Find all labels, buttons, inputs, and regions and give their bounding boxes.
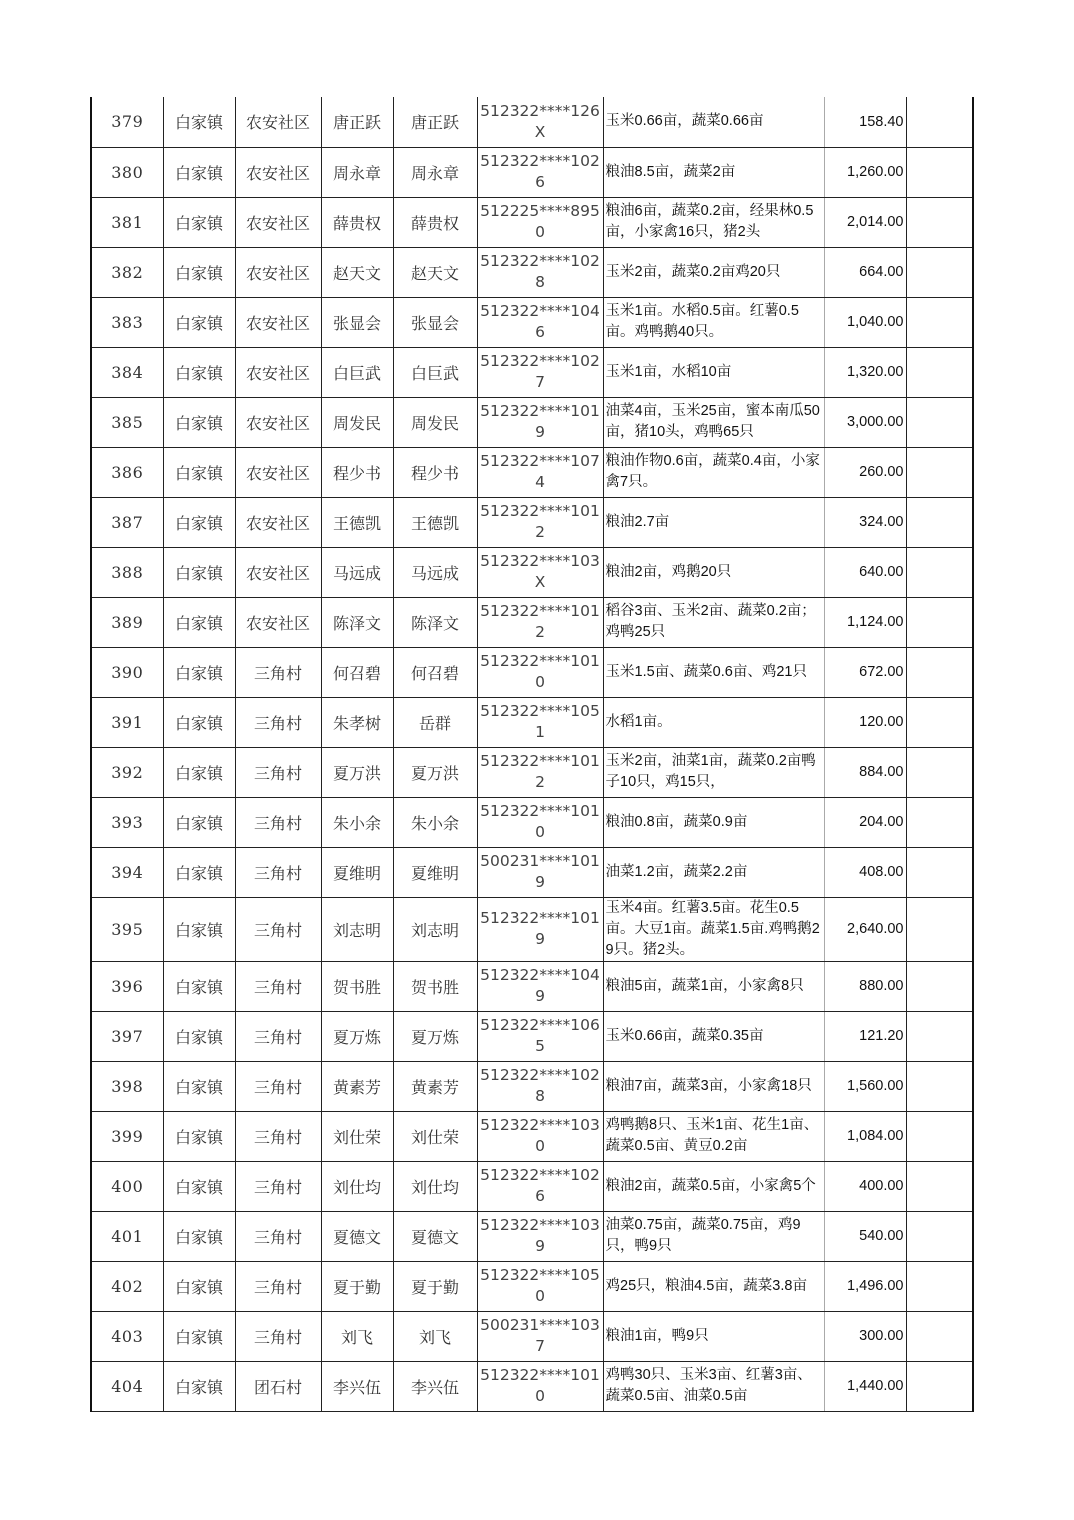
row-number: 401 bbox=[91, 1211, 163, 1261]
town-cell: 白家镇 bbox=[163, 197, 235, 247]
amount-cell: 1,320.00 bbox=[824, 347, 906, 397]
amount-cell: 880.00 bbox=[824, 961, 906, 1011]
id-number-cell: 512322****1026 bbox=[477, 147, 603, 197]
remarks-cell bbox=[906, 197, 973, 247]
row-number: 400 bbox=[91, 1161, 163, 1211]
row-number: 386 bbox=[91, 447, 163, 497]
table-row bbox=[91, 147, 973, 197]
amount-cell: 2,640.00 bbox=[824, 897, 906, 961]
remarks-cell bbox=[906, 747, 973, 797]
remarks-cell bbox=[906, 1011, 973, 1061]
production-description-cell: 粮油1亩，鸭9只 bbox=[603, 1311, 824, 1361]
id-number-cell: 512322****1012 bbox=[477, 747, 603, 797]
household-name-cell: 张显会 bbox=[321, 297, 393, 347]
row-number: 404 bbox=[91, 1361, 163, 1411]
village-cell: 三角村 bbox=[235, 961, 321, 1011]
row-number: 391 bbox=[91, 697, 163, 747]
production-description-cell: 玉米1亩。水稻0.5亩。红薯0.5亩。鸡鸭鹅40只。 bbox=[603, 297, 824, 347]
payee-name-cell: 陈泽文 bbox=[393, 597, 477, 647]
amount-cell: 640.00 bbox=[824, 547, 906, 597]
town-cell: 白家镇 bbox=[163, 97, 235, 147]
id-number-cell: 512322****126X bbox=[477, 97, 603, 147]
payee-name-cell: 贺书胜 bbox=[393, 961, 477, 1011]
household-name-cell: 朱小余 bbox=[321, 797, 393, 847]
household-name-cell: 刘志明 bbox=[321, 897, 393, 961]
town-cell: 白家镇 bbox=[163, 347, 235, 397]
id-number-cell: 512322****1028 bbox=[477, 247, 603, 297]
remarks-cell bbox=[906, 647, 973, 697]
subsidy-table bbox=[90, 97, 974, 1412]
amount-cell: 158.40 bbox=[824, 97, 906, 147]
table-row bbox=[91, 547, 973, 597]
remarks-cell bbox=[906, 1261, 973, 1311]
household-name-cell: 夏万炼 bbox=[321, 1011, 393, 1061]
remarks-cell bbox=[906, 297, 973, 347]
row-number: 396 bbox=[91, 961, 163, 1011]
village-cell: 三角村 bbox=[235, 1211, 321, 1261]
row-number: 403 bbox=[91, 1311, 163, 1361]
village-cell: 农安社区 bbox=[235, 397, 321, 447]
row-number: 385 bbox=[91, 397, 163, 447]
id-number-cell: 512322****1039 bbox=[477, 1211, 603, 1261]
id-number-cell: 512322****1010 bbox=[477, 797, 603, 847]
town-cell: 白家镇 bbox=[163, 497, 235, 547]
amount-cell: 1,440.00 bbox=[824, 1361, 906, 1411]
town-cell: 白家镇 bbox=[163, 397, 235, 447]
household-name-cell: 夏万洪 bbox=[321, 747, 393, 797]
amount-cell: 121.20 bbox=[824, 1011, 906, 1061]
production-description-cell: 玉米2亩，蔬菜0.2亩鸡20只 bbox=[603, 247, 824, 297]
table-row bbox=[91, 1011, 973, 1061]
amount-cell: 672.00 bbox=[824, 647, 906, 697]
remarks-cell bbox=[906, 497, 973, 547]
household-name-cell: 黄素芳 bbox=[321, 1061, 393, 1111]
row-number: 390 bbox=[91, 647, 163, 697]
remarks-cell bbox=[906, 797, 973, 847]
table-row bbox=[91, 197, 973, 247]
production-description-cell: 鸡鸭鹅8只、玉米1亩、花生1亩、蔬菜0.5亩、黄豆0.2亩 bbox=[603, 1111, 824, 1161]
household-name-cell: 刘仕荣 bbox=[321, 1111, 393, 1161]
id-number-cell: 500231****1037 bbox=[477, 1311, 603, 1361]
production-description-cell: 玉米4亩。红薯3.5亩。花生0.5亩。大豆1亩。蔬菜1.5亩.鸡鸭鹅29只。猪2头。 bbox=[603, 897, 824, 961]
town-cell: 白家镇 bbox=[163, 1311, 235, 1361]
id-number-cell: 512322****1074 bbox=[477, 447, 603, 497]
village-cell: 三角村 bbox=[235, 1261, 321, 1311]
row-number: 389 bbox=[91, 597, 163, 647]
remarks-cell bbox=[906, 1361, 973, 1411]
village-cell: 三角村 bbox=[235, 1161, 321, 1211]
payee-name-cell: 李兴伍 bbox=[393, 1361, 477, 1411]
town-cell: 白家镇 bbox=[163, 1361, 235, 1411]
amount-cell: 884.00 bbox=[824, 747, 906, 797]
town-cell: 白家镇 bbox=[163, 1061, 235, 1111]
household-name-cell: 夏于勤 bbox=[321, 1261, 393, 1311]
town-cell: 白家镇 bbox=[163, 1261, 235, 1311]
table-row bbox=[91, 397, 973, 447]
village-cell: 三角村 bbox=[235, 1111, 321, 1161]
production-description-cell: 水稻1亩。 bbox=[603, 697, 824, 747]
production-description-cell: 粮油2亩，蔬菜0.5亩，小家禽5个 bbox=[603, 1161, 824, 1211]
household-name-cell: 周发民 bbox=[321, 397, 393, 447]
id-number-cell: 512322****1012 bbox=[477, 597, 603, 647]
remarks-cell bbox=[906, 1111, 973, 1161]
payee-name-cell: 白巨武 bbox=[393, 347, 477, 397]
table-body bbox=[91, 97, 973, 1411]
production-description-cell: 油菜0.75亩，蔬菜0.75亩，鸡9只，鸭9只 bbox=[603, 1211, 824, 1261]
table-row bbox=[91, 647, 973, 697]
production-description-cell: 粮油2.7亩 bbox=[603, 497, 824, 547]
table-row bbox=[91, 297, 973, 347]
village-cell: 农安社区 bbox=[235, 447, 321, 497]
table-row bbox=[91, 847, 973, 897]
id-number-cell: 512322****103X bbox=[477, 547, 603, 597]
payee-name-cell: 程少书 bbox=[393, 447, 477, 497]
production-description-cell: 粮油6亩，蔬菜0.2亩，经果林0.5亩，小家禽16只，猪2头 bbox=[603, 197, 824, 247]
table-row bbox=[91, 1211, 973, 1261]
remarks-cell bbox=[906, 97, 973, 147]
id-number-cell: 512322****1030 bbox=[477, 1111, 603, 1161]
production-description-cell: 油菜4亩，玉米25亩，蜜本南瓜50亩，猪10头，鸡鸭65只 bbox=[603, 397, 824, 447]
amount-cell: 1,124.00 bbox=[824, 597, 906, 647]
town-cell: 白家镇 bbox=[163, 747, 235, 797]
table-row bbox=[91, 961, 973, 1011]
payee-name-cell: 马远成 bbox=[393, 547, 477, 597]
town-cell: 白家镇 bbox=[163, 1211, 235, 1261]
town-cell: 白家镇 bbox=[163, 961, 235, 1011]
table-row bbox=[91, 497, 973, 547]
household-name-cell: 程少书 bbox=[321, 447, 393, 497]
payee-name-cell: 王德凯 bbox=[393, 497, 477, 547]
amount-cell: 120.00 bbox=[824, 697, 906, 747]
village-cell: 三角村 bbox=[235, 1061, 321, 1111]
amount-cell: 2,014.00 bbox=[824, 197, 906, 247]
production-description-cell: 玉米0.66亩，蔬菜0.35亩 bbox=[603, 1011, 824, 1061]
table-row bbox=[91, 1261, 973, 1311]
household-name-cell: 周永章 bbox=[321, 147, 393, 197]
id-number-cell: 512322****1051 bbox=[477, 697, 603, 747]
household-name-cell: 刘仕均 bbox=[321, 1161, 393, 1211]
village-cell: 农安社区 bbox=[235, 97, 321, 147]
production-description-cell: 鸡鸭30只、玉米3亩、红薯3亩、蔬菜0.5亩、油菜0.5亩 bbox=[603, 1361, 824, 1411]
amount-cell: 540.00 bbox=[824, 1211, 906, 1261]
payee-name-cell: 夏万炼 bbox=[393, 1011, 477, 1061]
table-row bbox=[91, 1111, 973, 1161]
payee-name-cell: 黄素芳 bbox=[393, 1061, 477, 1111]
row-number: 384 bbox=[91, 347, 163, 397]
production-description-cell: 玉米1.5亩、蔬菜0.6亩、鸡21只 bbox=[603, 647, 824, 697]
household-name-cell: 马远成 bbox=[321, 547, 393, 597]
id-number-cell: 512322****1050 bbox=[477, 1261, 603, 1311]
id-number-cell: 512322****1010 bbox=[477, 647, 603, 697]
payee-name-cell: 夏德文 bbox=[393, 1211, 477, 1261]
town-cell: 白家镇 bbox=[163, 697, 235, 747]
production-description-cell: 粮油5亩，蔬菜1亩，小家禽8只 bbox=[603, 961, 824, 1011]
payee-name-cell: 唐正跃 bbox=[393, 97, 477, 147]
household-name-cell: 薛贵权 bbox=[321, 197, 393, 247]
village-cell: 三角村 bbox=[235, 1311, 321, 1361]
amount-cell: 1,560.00 bbox=[824, 1061, 906, 1111]
payee-name-cell: 薛贵权 bbox=[393, 197, 477, 247]
town-cell: 白家镇 bbox=[163, 1011, 235, 1061]
village-cell: 农安社区 bbox=[235, 547, 321, 597]
production-description-cell: 鸡25只，粮油4.5亩，蔬菜3.8亩 bbox=[603, 1261, 824, 1311]
remarks-cell bbox=[906, 1161, 973, 1211]
remarks-cell bbox=[906, 347, 973, 397]
village-cell: 团石村 bbox=[235, 1361, 321, 1411]
table-row bbox=[91, 1161, 973, 1211]
row-number: 392 bbox=[91, 747, 163, 797]
table-row bbox=[91, 1311, 973, 1361]
id-number-cell: 512322****1010 bbox=[477, 1361, 603, 1411]
amount-cell: 300.00 bbox=[824, 1311, 906, 1361]
row-number: 387 bbox=[91, 497, 163, 547]
payee-name-cell: 刘仕荣 bbox=[393, 1111, 477, 1161]
id-number-cell: 512322****1027 bbox=[477, 347, 603, 397]
row-number: 380 bbox=[91, 147, 163, 197]
row-number: 402 bbox=[91, 1261, 163, 1311]
payee-name-cell: 张显会 bbox=[393, 297, 477, 347]
production-description-cell: 粮油0.8亩，蔬菜0.9亩 bbox=[603, 797, 824, 847]
remarks-cell bbox=[906, 1061, 973, 1111]
household-name-cell: 朱孝树 bbox=[321, 697, 393, 747]
row-number: 398 bbox=[91, 1061, 163, 1111]
id-number-cell: 512322****1019 bbox=[477, 397, 603, 447]
id-number-cell: 512322****1019 bbox=[477, 897, 603, 961]
remarks-cell bbox=[906, 547, 973, 597]
production-description-cell: 油菜1.2亩，蔬菜2.2亩 bbox=[603, 847, 824, 897]
village-cell: 农安社区 bbox=[235, 347, 321, 397]
production-description-cell: 玉米0.66亩，蔬菜0.66亩 bbox=[603, 97, 824, 147]
remarks-cell bbox=[906, 247, 973, 297]
id-number-cell: 512322****1026 bbox=[477, 1161, 603, 1211]
village-cell: 三角村 bbox=[235, 697, 321, 747]
row-number: 393 bbox=[91, 797, 163, 847]
amount-cell: 1,084.00 bbox=[824, 1111, 906, 1161]
remarks-cell bbox=[906, 1311, 973, 1361]
remarks-cell bbox=[906, 397, 973, 447]
id-number-cell: 512322****1028 bbox=[477, 1061, 603, 1111]
amount-cell: 3,000.00 bbox=[824, 397, 906, 447]
subsidy-table-sheet bbox=[90, 97, 974, 1412]
payee-name-cell: 何召碧 bbox=[393, 647, 477, 697]
row-number: 399 bbox=[91, 1111, 163, 1161]
remarks-cell bbox=[906, 697, 973, 747]
table-row bbox=[91, 97, 973, 147]
production-description-cell: 粮油8.5亩，蔬菜2亩 bbox=[603, 147, 824, 197]
village-cell: 三角村 bbox=[235, 1011, 321, 1061]
household-name-cell: 夏维明 bbox=[321, 847, 393, 897]
payee-name-cell: 周发民 bbox=[393, 397, 477, 447]
household-name-cell: 贺书胜 bbox=[321, 961, 393, 1011]
household-name-cell: 陈泽文 bbox=[321, 597, 393, 647]
town-cell: 白家镇 bbox=[163, 897, 235, 961]
household-name-cell: 唐正跃 bbox=[321, 97, 393, 147]
household-name-cell: 刘飞 bbox=[321, 1311, 393, 1361]
payee-name-cell: 朱小余 bbox=[393, 797, 477, 847]
row-number: 381 bbox=[91, 197, 163, 247]
remarks-cell bbox=[906, 847, 973, 897]
village-cell: 农安社区 bbox=[235, 297, 321, 347]
remarks-cell bbox=[906, 961, 973, 1011]
table-row bbox=[91, 1361, 973, 1411]
remarks-cell bbox=[906, 597, 973, 647]
row-number: 397 bbox=[91, 1011, 163, 1061]
row-number: 394 bbox=[91, 847, 163, 897]
table-row bbox=[91, 347, 973, 397]
remarks-cell bbox=[906, 147, 973, 197]
production-description-cell: 玉米2亩，油菜1亩，蔬菜0.2亩鸭子10只，鸡15只， bbox=[603, 747, 824, 797]
payee-name-cell: 周永章 bbox=[393, 147, 477, 197]
row-number: 388 bbox=[91, 547, 163, 597]
town-cell: 白家镇 bbox=[163, 247, 235, 297]
table-row bbox=[91, 247, 973, 297]
town-cell: 白家镇 bbox=[163, 1161, 235, 1211]
household-name-cell: 王德凯 bbox=[321, 497, 393, 547]
amount-cell: 324.00 bbox=[824, 497, 906, 547]
household-name-cell: 李兴伍 bbox=[321, 1361, 393, 1411]
row-number: 395 bbox=[91, 897, 163, 961]
village-cell: 三角村 bbox=[235, 797, 321, 847]
table-row bbox=[91, 447, 973, 497]
production-description-cell: 稻谷3亩、玉米2亩、蔬菜0.2亩；鸡鸭25只 bbox=[603, 597, 824, 647]
amount-cell: 1,040.00 bbox=[824, 297, 906, 347]
village-cell: 农安社区 bbox=[235, 497, 321, 547]
town-cell: 白家镇 bbox=[163, 647, 235, 697]
village-cell: 农安社区 bbox=[235, 247, 321, 297]
village-cell: 农安社区 bbox=[235, 597, 321, 647]
table-row bbox=[91, 747, 973, 797]
village-cell: 三角村 bbox=[235, 897, 321, 961]
production-description-cell: 玉米1亩，水稻10亩 bbox=[603, 347, 824, 397]
table-row bbox=[91, 797, 973, 847]
payee-name-cell: 刘飞 bbox=[393, 1311, 477, 1361]
row-number: 383 bbox=[91, 297, 163, 347]
village-cell: 农安社区 bbox=[235, 197, 321, 247]
row-number: 379 bbox=[91, 97, 163, 147]
payee-name-cell: 岳群 bbox=[393, 697, 477, 747]
amount-cell: 664.00 bbox=[824, 247, 906, 297]
table-row bbox=[91, 597, 973, 647]
row-number: 382 bbox=[91, 247, 163, 297]
amount-cell: 1,260.00 bbox=[824, 147, 906, 197]
household-name-cell: 白巨武 bbox=[321, 347, 393, 397]
payee-name-cell: 刘志明 bbox=[393, 897, 477, 961]
village-cell: 农安社区 bbox=[235, 147, 321, 197]
town-cell: 白家镇 bbox=[163, 147, 235, 197]
amount-cell: 1,496.00 bbox=[824, 1261, 906, 1311]
payee-name-cell: 赵天文 bbox=[393, 247, 477, 297]
table-row bbox=[91, 1061, 973, 1111]
payee-name-cell: 夏于勤 bbox=[393, 1261, 477, 1311]
amount-cell: 204.00 bbox=[824, 797, 906, 847]
table-row bbox=[91, 697, 973, 747]
amount-cell: 400.00 bbox=[824, 1161, 906, 1211]
production-description-cell: 粮油作物0.6亩，蔬菜0.4亩，小家禽7只。 bbox=[603, 447, 824, 497]
town-cell: 白家镇 bbox=[163, 597, 235, 647]
town-cell: 白家镇 bbox=[163, 447, 235, 497]
id-number-cell: 512322****1065 bbox=[477, 1011, 603, 1061]
payee-name-cell: 夏万洪 bbox=[393, 747, 477, 797]
village-cell: 三角村 bbox=[235, 847, 321, 897]
id-number-cell: 512225****8950 bbox=[477, 197, 603, 247]
household-name-cell: 赵天文 bbox=[321, 247, 393, 297]
remarks-cell bbox=[906, 897, 973, 961]
household-name-cell: 何召碧 bbox=[321, 647, 393, 697]
production-description-cell: 粮油2亩，鸡鹅20只 bbox=[603, 547, 824, 597]
remarks-cell bbox=[906, 1211, 973, 1261]
town-cell: 白家镇 bbox=[163, 847, 235, 897]
town-cell: 白家镇 bbox=[163, 547, 235, 597]
amount-cell: 408.00 bbox=[824, 847, 906, 897]
id-number-cell: 512322****1049 bbox=[477, 961, 603, 1011]
town-cell: 白家镇 bbox=[163, 1111, 235, 1161]
table-row bbox=[91, 897, 973, 961]
payee-name-cell: 刘仕均 bbox=[393, 1161, 477, 1211]
id-number-cell: 512322****1046 bbox=[477, 297, 603, 347]
amount-cell: 260.00 bbox=[824, 447, 906, 497]
village-cell: 三角村 bbox=[235, 647, 321, 697]
production-description-cell: 粮油7亩，蔬菜3亩，小家禽18只 bbox=[603, 1061, 824, 1111]
remarks-cell bbox=[906, 447, 973, 497]
village-cell: 三角村 bbox=[235, 747, 321, 797]
payee-name-cell: 夏维明 bbox=[393, 847, 477, 897]
town-cell: 白家镇 bbox=[163, 797, 235, 847]
household-name-cell: 夏德文 bbox=[321, 1211, 393, 1261]
town-cell: 白家镇 bbox=[163, 297, 235, 347]
id-number-cell: 512322****1012 bbox=[477, 497, 603, 547]
id-number-cell: 500231****1019 bbox=[477, 847, 603, 897]
